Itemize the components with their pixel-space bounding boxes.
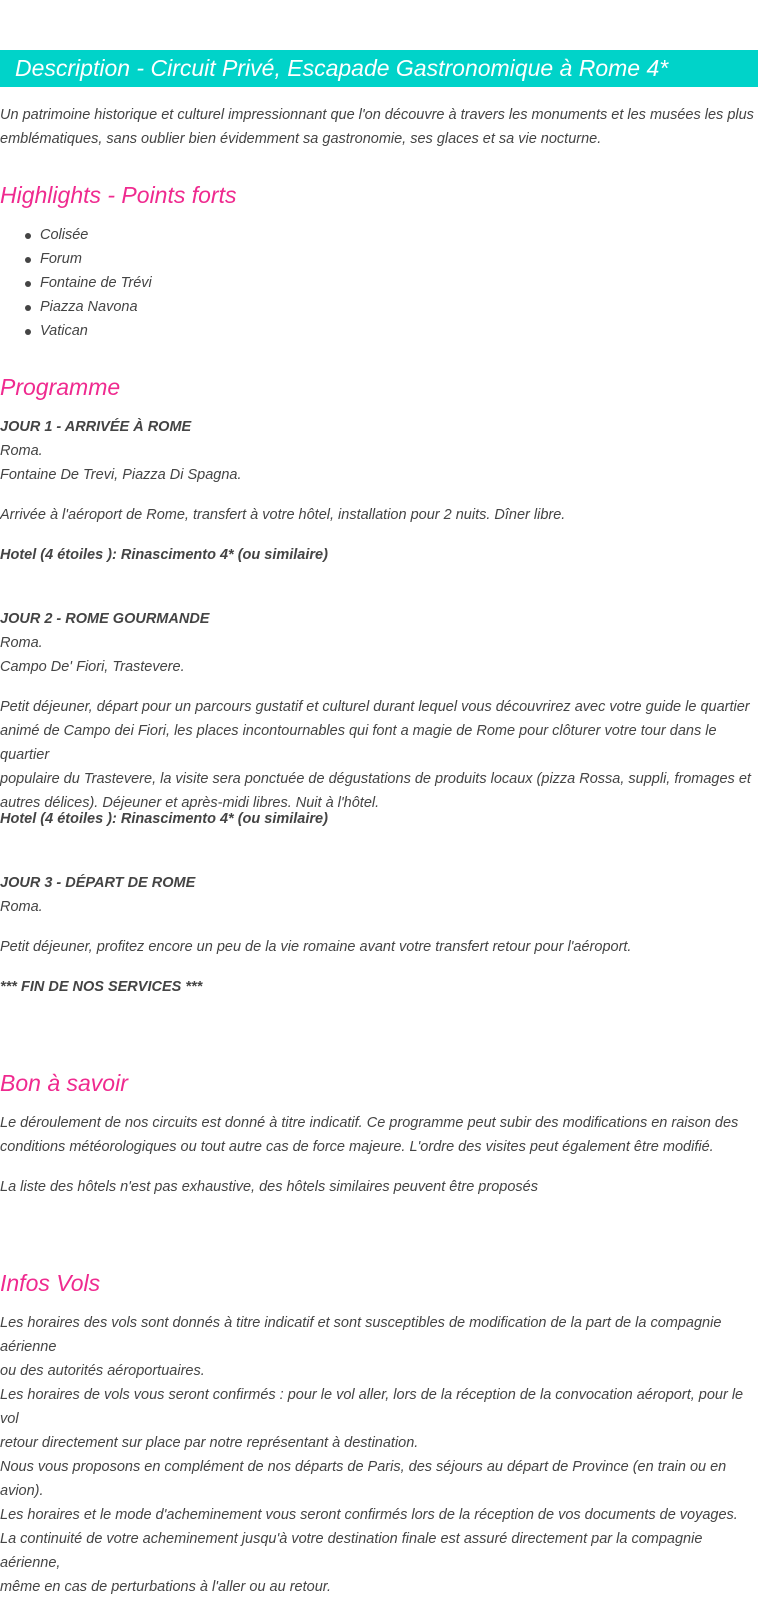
day-hotel: Hotel (4 étoiles ): Rinascimento 4* (ou similaire)	[0, 811, 328, 827]
description-title: Description - Circuit Privé, Escapade Gastronomique à Rome 4*	[15, 55, 669, 81]
paragraph-line: Les horaires et le mode d'acheminement vous seront confirmés lors de la réception de vos documents de voyages.	[0, 1507, 738, 1523]
paragraph-line: Le déroulement de nos circuits est donné à titre indicatif. Ce programme peut subir des modifications en raison des	[0, 1115, 739, 1131]
paragraph-line: conditions météorologiques ou tout autre cas de force majeure. L'ordre des visites peut également être modifié.	[0, 1139, 714, 1155]
day-hotel: Hotel (4 étoiles ): Rinascimento 4* (ou similaire)	[0, 547, 328, 563]
day-description: Arrivée à l'aéroport de Rome, transfert à votre hôtel, installation pour 2 nuits. Dîner libre.	[0, 507, 566, 523]
day-description: Petit déjeuner, profitez encore un peu de la vie romaine avant votre transfert retour pour l'aéroport.	[0, 939, 632, 955]
bon-a-savoir-hotels: La liste des hôtels n'est pas exhaustive, des hôtels similaires peuvent être proposés	[0, 1179, 538, 1195]
bon-a-savoir-heading: Bon à savoir	[0, 1070, 128, 1096]
description-line: Petit déjeuner, départ pour un parcours gustatif et culturel durant lequel vous découvrirez avec votre guide le quartier	[0, 699, 750, 715]
infos-vols-heading: Infos Vols	[0, 1270, 101, 1296]
programme-heading: Programme	[0, 374, 121, 400]
description-line: animé de Campo dei Fiori, les places incontournables qui font a magie de Rome pour clôturer votre tour dans le quartier	[0, 723, 717, 763]
day-description	[0, 695, 758, 815]
bon-a-savoir-paragraph	[0, 1111, 758, 1159]
day3-block	[0, 871, 758, 919]
list-item: Colisée	[0, 223, 758, 247]
day-city: Roma.	[0, 443, 43, 459]
infos-vols-paragraph	[0, 1311, 758, 1599]
intro-line: emblématiques, sans oublier bien évidemment sa gastronomie, ses glaces et sa vie nocturne.	[0, 131, 602, 147]
paragraph-line: même en cas de perturbations à l'aller ou au retour.	[0, 1579, 332, 1595]
day2-block	[0, 607, 758, 679]
paragraph-line: La continuité de votre acheminement jusqu'à votre destination finale est assuré directement par la compagnie aérienne,	[0, 1531, 703, 1571]
description-line: populaire du Trastevere, la visite sera ponctuée de dégustations de produits locaux (pizza Rossa, suppli, fromages et	[0, 771, 751, 787]
day1-block	[0, 415, 758, 487]
highlights-heading: Highlights - Points forts	[0, 182, 237, 208]
description-banner	[0, 50, 758, 87]
paragraph-line: Nous vous proposons en complément de nos départs de Paris, des séjours au départ de Province (en train ou en avion).	[0, 1459, 727, 1499]
list-item: Piazza Navona	[0, 295, 758, 319]
list-item: Vatican	[0, 319, 758, 343]
paragraph-line: Les horaires des vols sont donnés à titre indicatif et sont susceptibles de modification de la part de la compagnie aérienne	[0, 1315, 722, 1355]
day-places: Campo De' Fiori, Trastevere.	[0, 659, 185, 675]
day-places: Fontaine De Trevi, Piazza Di Spagna.	[0, 467, 242, 483]
highlights-list	[0, 223, 758, 343]
day-city: Roma.	[0, 899, 43, 915]
list-item: Forum	[0, 247, 758, 271]
day-heading: JOUR 2 - ROME GOURMANDE	[0, 611, 210, 627]
paragraph-line: Les horaires de vols vous seront confirmés : pour le vol aller, lors de la réception de la convocation aéroport, pour le vol	[0, 1387, 744, 1427]
intro-line: Un patrimoine historique et culturel impressionnant que l'on découvre à travers les monuments et les musées les plus	[0, 107, 754, 123]
paragraph-line: retour directement sur place par notre représentant à destination.	[0, 1435, 419, 1451]
intro-paragraph	[0, 103, 758, 151]
services-end: *** FIN DE NOS SERVICES ***	[0, 979, 203, 995]
list-item: Fontaine de Trévi	[0, 271, 758, 295]
day-city: Roma.	[0, 635, 43, 651]
paragraph-line: ou des autorités aéroportuaires.	[0, 1363, 205, 1379]
day-heading: JOUR 3 - DÉPART DE ROME	[0, 875, 196, 891]
description-line: autres délices). Déjeuner et après-midi libres. Nuit à l'hôtel.	[0, 795, 380, 811]
day-heading: JOUR 1 - ARRIVÉE À ROME	[0, 419, 192, 435]
